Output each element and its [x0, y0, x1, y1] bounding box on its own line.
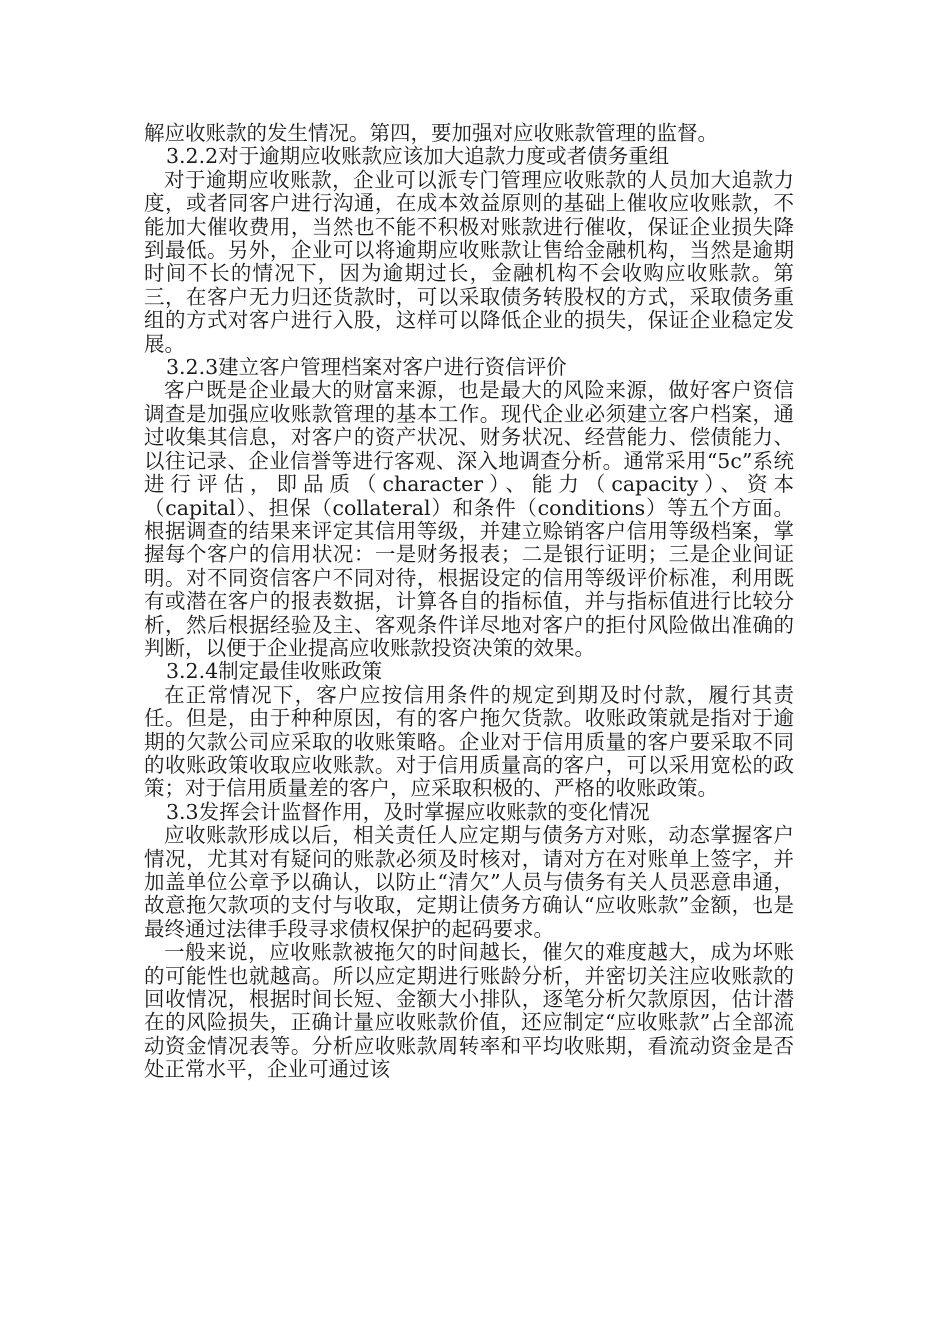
section-heading-3-2-4: 3.2.4制定最佳收账政策	[166, 659, 383, 684]
section-heading-3-3: 3.3发挥会计监督作用，及时掌握应收账款的变化情况	[166, 799, 650, 824]
paragraph: 应收账款形成以后，相关责任人应定期与债务方对账，动态掌握客户情况，尤其对有疑问的账款必须及时核对，请对方在对账单上签字，并加盖单位公章予以确认，以防止“清欠”人员与债务有关人员恶意串通，故意拖欠款项的支付与收取，定期让债务方确认“应收账款”金额，也是最终通过法律手段寻求债权保护的起码要求。	[144, 823, 794, 941]
paragraph: 解应收账款的发生情况。第四，要加强对应收账款管理的监督。	[144, 121, 718, 145]
section-heading-3-2-2: 3.2.2对于逾期应收账款应该加大追款力度或者债务重组	[166, 144, 670, 169]
section-heading-3-2-3: 3.2.3建立客户管理档案对客户进行资信评价	[166, 355, 567, 380]
paragraph: 对于逾期应收账款，企业可以派专门管理应收账款的人员加大追款力度，或者同客户进行沟通，在成本效益原则的基础上催收应收账款，不能加大催收费用，当然也不能不积极对账款进行催收，保证企业损失降到最低。另外，企业可以将逾期应收账款让售给金融机构，当然是逾期时间不长的情况下，因为逾期过长，金融机构不会收购应收账款。第三，在客户无力归还货款时，可以采取债务转股权的方式，采取债务重组的方式对客户进行入股，这样可以降低企业的损失，保证企业稳定发展。	[144, 167, 794, 356]
paragraph: 在正常情况下，客户应按信用条件的规定到期及时付款，履行其责任。但是，由于种种原因，有的客户拖欠货款。收账政策就是指对于逾期的欠款公司应采取的收账策略。企业对于信用质量的客户要采取不同的收账政策收取应收账款。对于信用质量高的客户，可以采用宽松的政策；对于信用质量差的客户，应采取积极的、严格的收账政策。	[144, 682, 794, 801]
document-page	[144, 122, 794, 1082]
paragraph: 客户既是企业最大的财富来源，也是最大的风险来源，做好客户资信调查是加强应收账款管理的基本工作。现代企业必须建立客户档案，通过收集其信息，对客户的资产状况、财务状况、经营能力、偿债能力、以往记录、企业信誉等进行客观、深入地调查分析。通常采用“5c”系统进行评估，即品质（character）、能力（capacity）、资本（capital）、担保（collateral）和条件（conditions）等五个方面。根据调查的结果来评定其信用等级，并建立赊销客户信用等级档案，掌握每个客户的信用状况：一是财务报表；二是银行证明；三是企业间证明。对不同资信客户不同对待，根据设定的信用等级评价标准，利用既有或潜在客户的报表数据，计算各自的指标值，并与指标值进行比较分析，然后根据经验及主、客观条件详尽地对客户的拒付风险做出准确的判断，以便于企业提高应收账款投资决策的效果。	[144, 378, 794, 660]
paragraph: 一般来说，应收账款被拖欠的时间越长，催欠的难度越大，成为坏账的可能性也就越高。所以应定期进行账龄分析，并密切关注应收账款的回收情况，根据时间长短、金额大小排队，逐笔分析欠款原因，估计潜在的风险损失，正确计量应收账款价值，还应制定“应收账款”占全部流动资金情况表等。分析应收账款周转率和平均收账期，看流动资金是否处正常水平，企业可通过该	[144, 940, 794, 1082]
